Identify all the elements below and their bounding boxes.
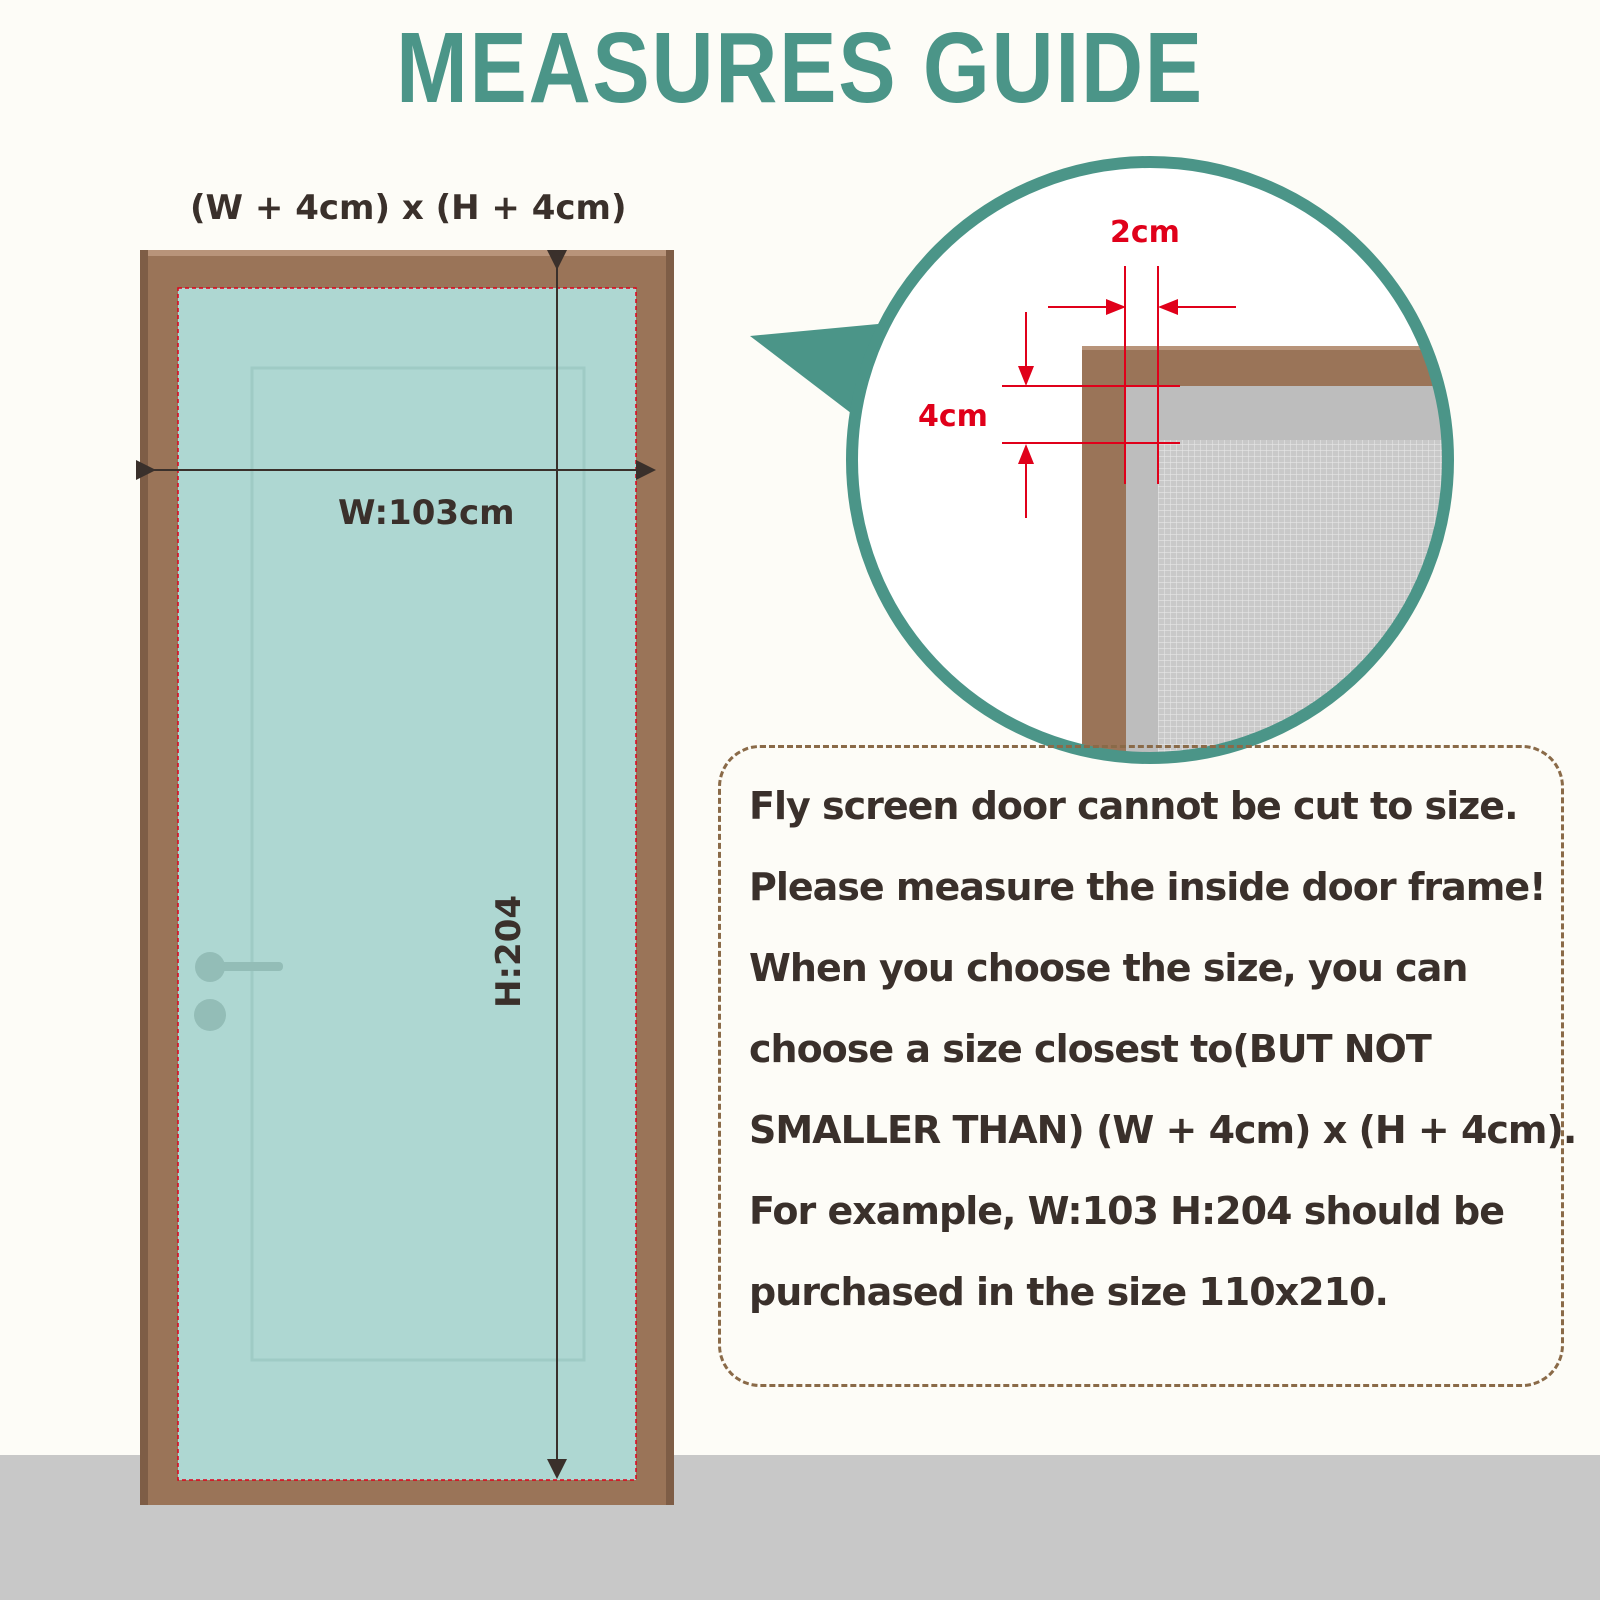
size-formula: (W + 4cm) x (H + 4cm) [190, 188, 627, 228]
instruction-line: For example, W:103 H:204 should be [749, 1189, 1504, 1233]
overlap-label: 4cm [918, 399, 988, 434]
page-title: MEASURES GUIDE [396, 12, 1204, 124]
instruction-line: purchased in the size 110x210. [749, 1270, 1388, 1314]
gap-label: 2cm [1110, 215, 1180, 250]
instruction-line: When you choose the size, you can [749, 946, 1468, 990]
instruction-line: choose a size closest to(BUT NOT [749, 1027, 1431, 1071]
instruction-line: SMALLER THAN) (W + 4cm) x (H + 4cm). [749, 1108, 1577, 1152]
height-label: H:204 [489, 894, 529, 1008]
instruction-line: Please measure the inside door frame! [749, 865, 1546, 909]
instructions-box [718, 745, 1577, 1387]
door-leaf [178, 288, 636, 1480]
instruction-line: Fly screen door cannot be cut to size. [749, 784, 1518, 828]
width-label: W:103cm [338, 493, 515, 533]
detail-magnifier [852, 162, 1482, 786]
